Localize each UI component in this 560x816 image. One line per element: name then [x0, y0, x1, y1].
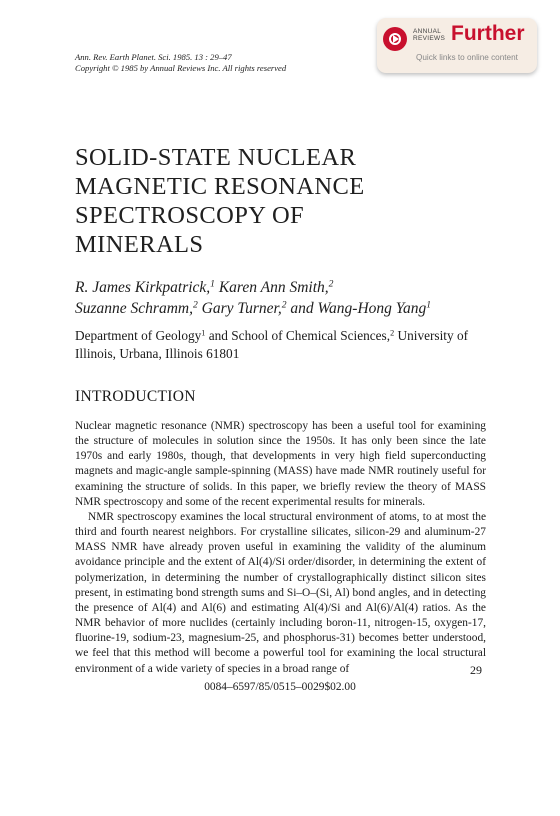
annual-reviews-further-badge[interactable]	[377, 18, 537, 73]
affiliation-marker: 1	[201, 328, 206, 338]
author-name: R. James Kirkpatrick,	[75, 279, 211, 296]
journal-citation: Ann. Rev. Earth Planet. Sci. 1985. 13 : 29–47	[75, 52, 232, 62]
affiliation-marker: 2	[390, 328, 395, 338]
badge-tagline: Quick links to online content	[416, 53, 518, 62]
author-line	[75, 298, 431, 319]
journal-reference	[75, 52, 286, 74]
affiliation-marker: 1	[426, 299, 432, 311]
annual-reviews-logo-icon	[383, 27, 407, 51]
title-line: SPECTROSCOPY OF	[75, 202, 305, 229]
title-line: SOLID-STATE NUCLEAR	[75, 144, 357, 171]
page-number: 29	[470, 663, 482, 677]
author-name: Gary Turner,	[197, 300, 282, 317]
affiliation-text: University of Illinois, Urbana, Illinois 61801	[75, 328, 469, 361]
author-line	[75, 277, 431, 298]
badge-further-text: Further	[451, 22, 525, 45]
body-paragraph: NMR spectroscopy examines the local structural environment of atoms, to at most the third and fourth nearest neighbors. For crystalline silicates, silicon-29 and aluminum-27 MASS NMR have already proven useful in examining the validity of the aluminum avoidance principle and the extent of Al(4)/Si order/disorder, in determining the extent of polymerization, in determining the number of crystallographically distinct silicon sites present, in estimating bond strength sums and Si–O–(Si, Al) bond angles, and in detecting the presence of Al(4) and Al(6) and estimating Al(4)/Si and Al(6)/Al(4) ratios. As the NMR behavior of more nuclides (certainly including boron-11, nitrogen-15, oxygen-17, fluorine-19, sodium-23, magnesium-25, and phosphorus-31) becomes better understood, we feel that this method will become a powerful tool for examining the local structural environment of a wide variety of species in a broad range of	[75, 510, 486, 675]
badge-publisher-label	[413, 28, 445, 42]
article-body	[75, 419, 486, 677]
author-list	[75, 277, 431, 319]
title-line: MINERALS	[75, 231, 204, 258]
author-affiliation	[75, 327, 485, 363]
badge-reviews-text: REVIEWS	[413, 35, 446, 42]
article-title	[75, 143, 365, 259]
affiliation-marker: 2	[192, 299, 198, 311]
affiliation-marker: 1	[210, 278, 215, 290]
copyright-notice: Copyright © 1985 by Annual Reviews Inc. All rights reserved	[75, 63, 287, 73]
title-line: MAGNETIC RESONANCE	[75, 173, 365, 200]
badge-annual-text: ANNUAL	[413, 28, 442, 35]
body-paragraph: Nuclear magnetic resonance (NMR) spectroscopy has been a useful tool for examining the structure of molecules in solution since the 1950s. It has only been since the late 1970s and early 1980s, though, that developments in very high field superconducting magnets and magic-angle sample-spinning (MASS) have made NMR routinely useful for examining the structure of solids. In this paper, we briefly review the theory of MASS NMR spectroscopy and some of the recent experimental results for minerals.	[75, 420, 486, 508]
article-code: 0084–6597/85/0515–0029$02.00	[204, 681, 356, 693]
author-name: Karen Ann Smith,	[214, 279, 329, 296]
author-name: Suzanne Schramm,	[75, 300, 193, 317]
affiliation-text: and School of Chemical Sciences,	[205, 328, 391, 343]
section-heading: INTRODUCTION	[75, 388, 196, 405]
author-name: and Wang-Hong Yang	[286, 300, 427, 317]
affiliation-marker: 2	[281, 299, 287, 311]
affiliation-text: Department of Geology	[75, 328, 202, 343]
affiliation-marker: 2	[328, 278, 334, 290]
